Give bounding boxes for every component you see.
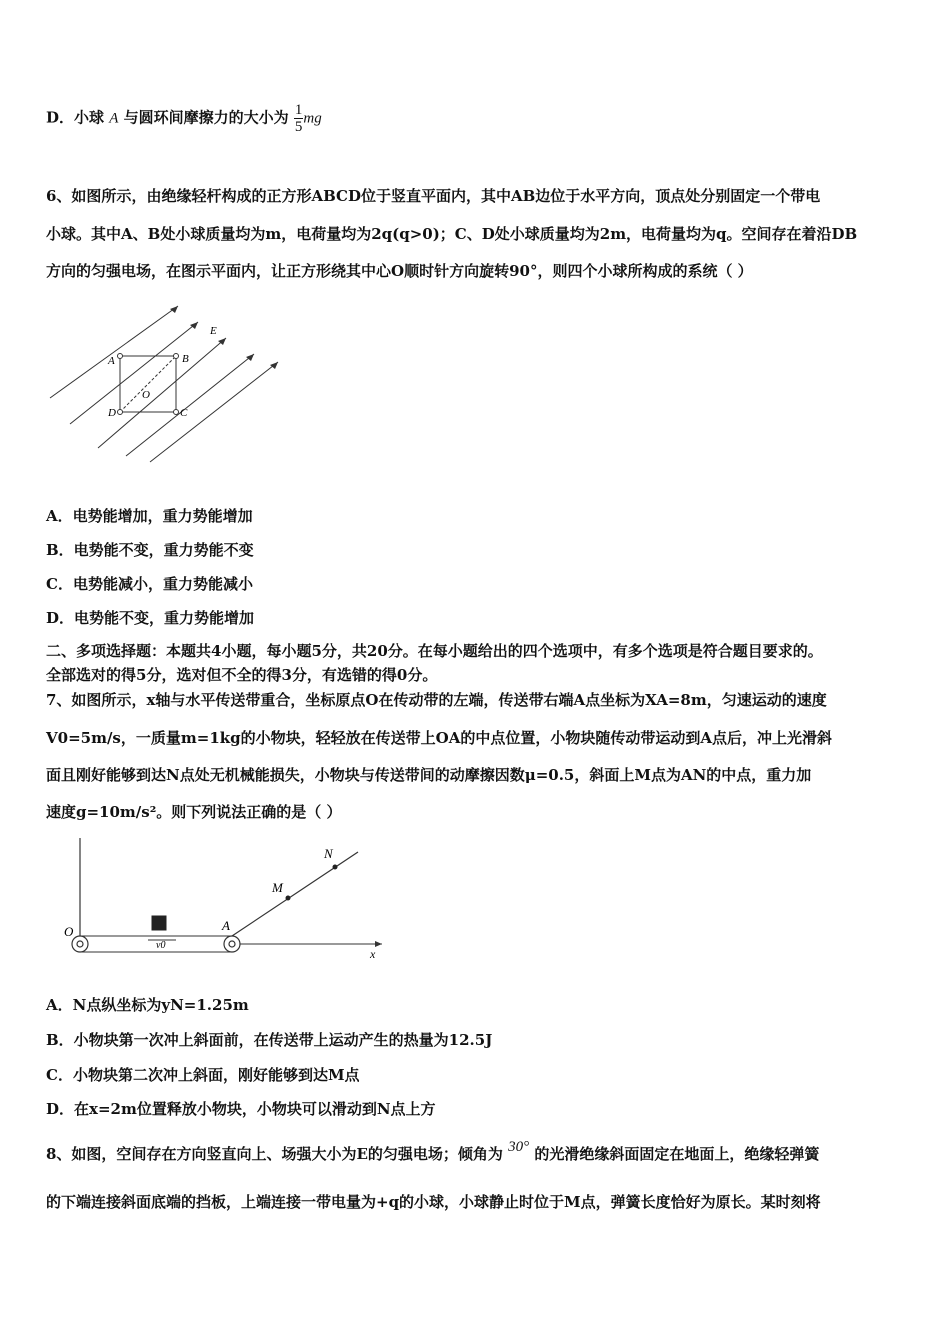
incline [232, 852, 358, 936]
diagonal-db [120, 356, 176, 412]
q7-stem-line-3: 面且刚好能够到达N点处无机械能损失，小物块与传送带间的动摩擦因数μ=0.5，斜面上M点为AN的中点，重力加 [46, 766, 812, 784]
label-a: A [222, 918, 230, 933]
label-o: O [64, 924, 74, 939]
q7-option-c: C．小物块第二次冲上斜面，刚好能够到达M点 [46, 1066, 360, 1084]
q6-stem-line-1: 6、如图所示，由绝缘轻杆构成的正方形ABCD位于竖直平面内，其中AB边位于水平方向，顶点处分别固定一个带电 [46, 187, 821, 205]
label-n: N [324, 846, 333, 861]
label-c: C [180, 407, 188, 419]
label-x: x [370, 947, 376, 961]
q8-stem-line-1 [46, 1139, 910, 1165]
label-o: O [142, 389, 150, 401]
q5-ball-label: A [109, 110, 119, 127]
q8-stem-line-1b: 的光滑绝缘斜面固定在地面上，绝缘轻弹簧 [534, 1145, 820, 1163]
q6-stem-line-3: 方向的匀强电场，在图示平面内，让正方形绕其中心O顺时针方向旋转90°，则四个小球所构成的系统（ ） [46, 262, 753, 280]
x-axis-arrow [375, 941, 382, 947]
q6-figure [46, 300, 286, 470]
fraction-numerator: 1 [294, 102, 303, 118]
angle-value: 30° [508, 1139, 530, 1155]
q5-option-d-prefix: D．小球 [46, 108, 110, 127]
q8-stem-line-1a: 8、如图，空间存在方向竖直向上、场强大小为E的匀强电场；倾角为 [46, 1145, 503, 1163]
block [152, 916, 166, 930]
fraction-denominator: 5 [294, 119, 303, 135]
q7-option-d: D．在x=2m位置释放小物块，小物块可以滑动到N点上方 [46, 1100, 436, 1118]
q7-figure [60, 834, 400, 964]
point-n [333, 865, 338, 870]
field-lines [50, 306, 278, 462]
q7-stem-line-1: 7、如图所示，x轴与水平传送带重合，坐标原点O在传动带的左端，传送带右端A点坐标为XA=8m，匀速运动的速度 [46, 691, 827, 709]
q7-stem-line-2: V0=5m/s，一质量m=1kg的小物块，轻轻放在传送带上OA的中点位置，小物块随传动带运动到A点后，冲上光滑斜 [46, 729, 832, 747]
label-a: A [108, 355, 115, 367]
label-b: B [182, 353, 189, 365]
label-m: M [272, 880, 283, 895]
label-v0: v0 [156, 940, 166, 951]
fraction [294, 102, 304, 135]
label-e: E [210, 325, 217, 337]
q6-option-b: B．电势能不变，重力势能不变 [46, 541, 254, 559]
q6-stem-line-2: 小球。其中A、B处小球质量均为m，电荷量均为2q(q>0)；C、D处小球质量均为2m，电荷量均为q。空间存在着沿DB [46, 225, 858, 243]
q6-option-c: C．电势能减小，重力势能减小 [46, 575, 253, 593]
q6-option-d: D．电势能不变，重力势能增加 [46, 609, 255, 627]
q8-stem-line-2: 的下端连接斜面底端的挡板，上端连接一带电量为+q的小球，小球静止时位于M点，弹簧长度恰好为原长。某时刻将 [46, 1193, 821, 1211]
q7-option-a: A．N点纵坐标为yN=1.25m [46, 996, 249, 1014]
mg-unit: mg [303, 110, 322, 127]
section-2-line-2: 全部选对的得5分，选对但不全的得3分，有选错的得0分。 [46, 666, 438, 684]
q7-option-b: B．小物块第一次冲上斜面前，在传送带上运动产生的热量为12.5J [46, 1031, 493, 1049]
label-d: D [108, 407, 116, 419]
q5-option-d [46, 102, 322, 135]
point-m [286, 896, 291, 901]
q6-option-a: A．电势能增加，重力势能增加 [46, 507, 253, 525]
q5-option-d-middle: 与圆环间摩擦力的大小为 [118, 108, 289, 127]
section-2-line-1: 二、多项选择题：本题共4小题，每小题5分，共20分。在每小题给出的四个选项中，有多个选项是符合题目要求的。 [46, 642, 823, 660]
q7-stem-line-4: 速度g=10m/s²。则下列说法正确的是（ ） [46, 803, 342, 821]
